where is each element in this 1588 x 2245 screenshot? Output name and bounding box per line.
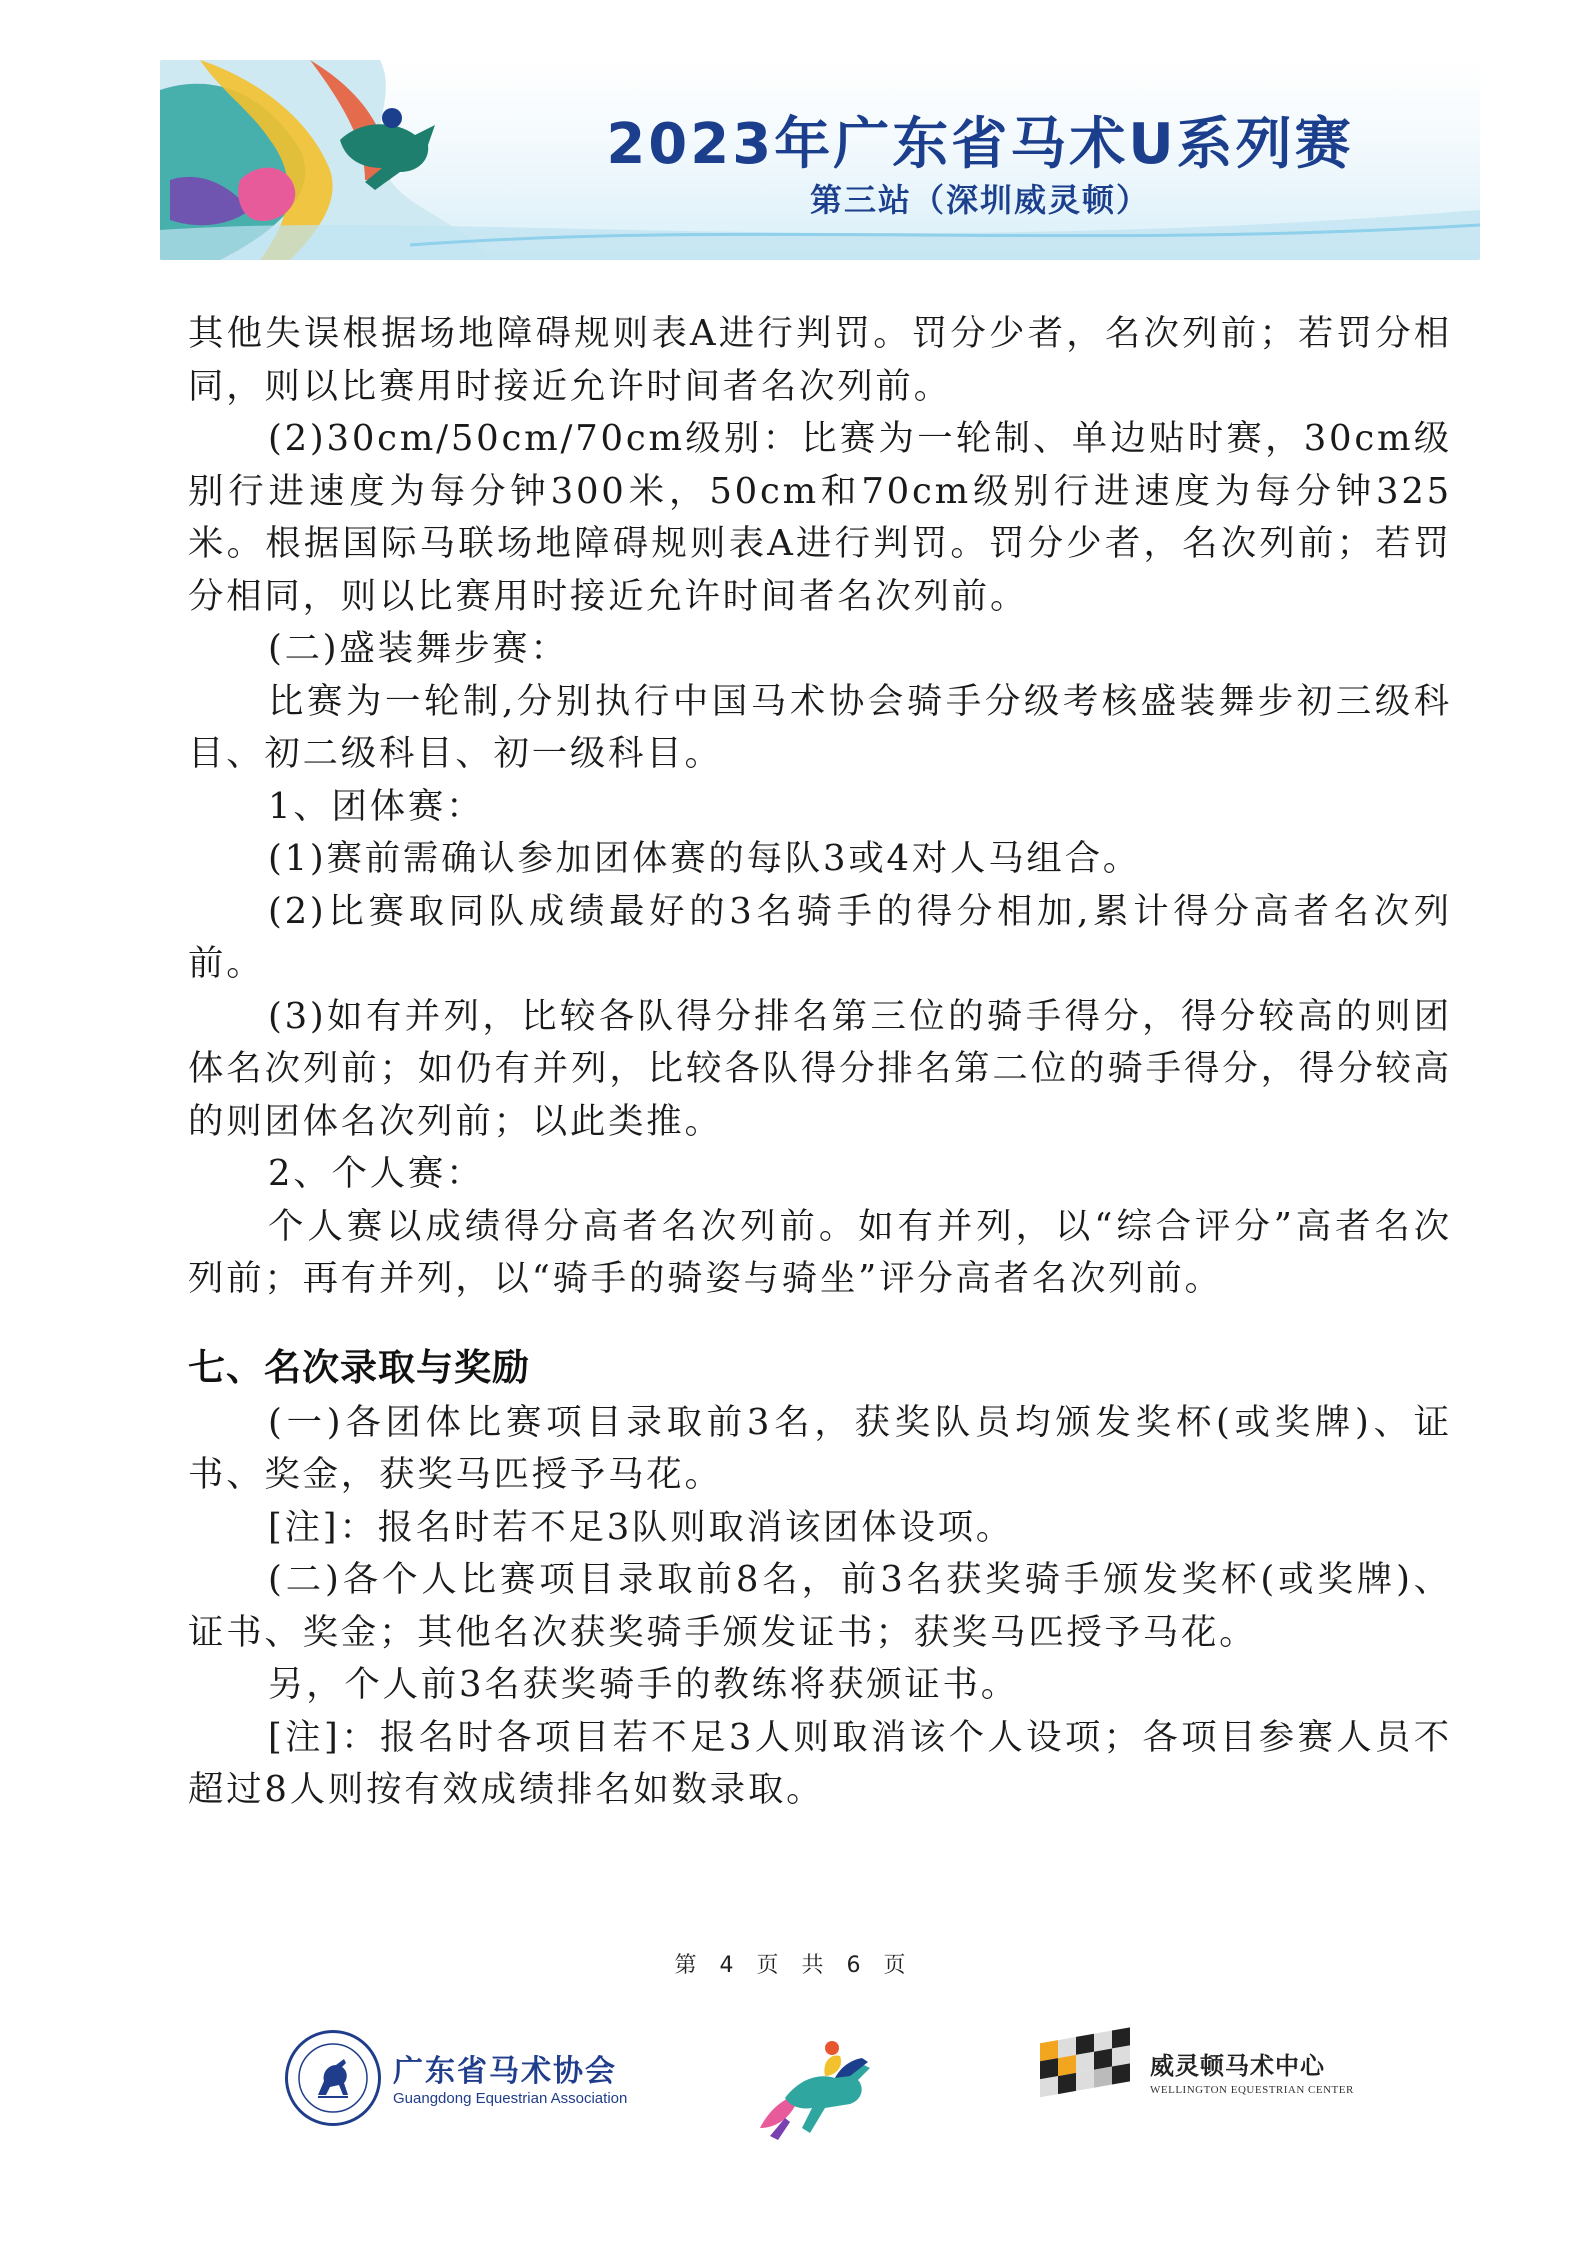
- section-heading: 七、名次录取与奖励: [188, 1345, 530, 1389]
- note: [注]：报名时若不足3队则取消该团体设项。: [268, 1506, 1014, 1548]
- paragraph: 个人赛以成绩得分高者名次列前。如有并列，以“综合评分”高者名次列前；再有并列，以“骑手的骑姿与骑坐”评分高者名次列前。: [188, 1205, 1452, 1299]
- wec-name-en: WELLINGTON EQUESTRIAN CENTER: [1150, 2084, 1354, 2096]
- gea-logo: [285, 2030, 645, 2130]
- page-number: 第 4 页 共 6 页: [674, 1953, 914, 1978]
- subheading: (二)盛装舞步赛：: [268, 628, 569, 669]
- banner-title: 2023年广东省马术U系列赛: [606, 112, 1354, 177]
- paragraph: (一)各团体比赛项目录取前3名，获奖队员均颁发奖杯(或奖牌)、证书、奖金，获奖马匹授予马花。: [188, 1401, 1452, 1495]
- wec-name-cn: 威灵顿马术中心: [1150, 2052, 1325, 2080]
- paragraph: 另，个人前3名获奖骑手的教练将获颁证书。: [268, 1664, 1019, 1705]
- paragraph: 比赛为一轮制,分别执行中国马术协会骑手分级考核盛装舞步初三级科目、初二级科目、初一级科目。: [188, 680, 1452, 774]
- note: [注]：报名时各项目若不足3人则取消该个人设项；各项目参赛人员不超过8人则按有效成绩排名如数录取。: [188, 1716, 1452, 1810]
- banner-subtitle: 第三站（深圳威灵顿）: [809, 181, 1150, 219]
- paragraph: 其他失误根据场地障碍规则表A进行判罚。罚分少者，名次列前；若罚分相同，则以比赛用时接近允许时间者名次列前。: [188, 313, 1452, 407]
- paragraph: (2)比赛取同队成绩最好的3名骑手的得分相加,累计得分高者名次列前。: [188, 890, 1452, 984]
- paragraph: (二)各个人比赛项目录取前8名，前3名获奖骑手颁发奖杯(或奖牌)、证书、奖金；其他名次获奖骑手颁发证书；获奖马匹授予马花。: [188, 1559, 1452, 1653]
- gea-seal-icon: [285, 2030, 381, 2126]
- gea-name-cn: 广东省马术协会: [393, 2054, 617, 2089]
- checkered-flag-icon: [1030, 2020, 1140, 2130]
- horse-rider-icon: [740, 2018, 900, 2148]
- paragraph: (1)赛前需确认参加团体赛的每队3或4对人马组合。: [268, 838, 1141, 879]
- document-body: [188, 308, 1452, 1817]
- subheading: 1、团体赛：: [268, 785, 485, 827]
- paragraph: (2)30cm/50cm/70cm级别：比赛为一轮制、单边贴时赛，30cm级别行进速度为每分钟300米，50cm和70cm级别行进速度为每分钟325米。根据国际马联场地障碍规则表A进行判罚。罚分少者，名次列前；若罚分相同，则以比赛用时接近允许时间者名次列前。: [188, 418, 1452, 617]
- header-banner: [160, 60, 1480, 260]
- paragraph: (3)如有并列，比较各队得分排名第三位的骑手得分，得分较高的则团体名次列前；如仍有并列，比较各队得分排名第二位的骑手得分，得分较高的则团体名次列前；以此类推。: [188, 995, 1452, 1142]
- jumping-horse-logo: [740, 2018, 900, 2148]
- gea-name-en: Guangdong Equestrian Association: [393, 2090, 628, 2107]
- wec-logo: [1030, 2020, 1354, 2130]
- subheading: 2、个人赛：: [268, 1153, 485, 1194]
